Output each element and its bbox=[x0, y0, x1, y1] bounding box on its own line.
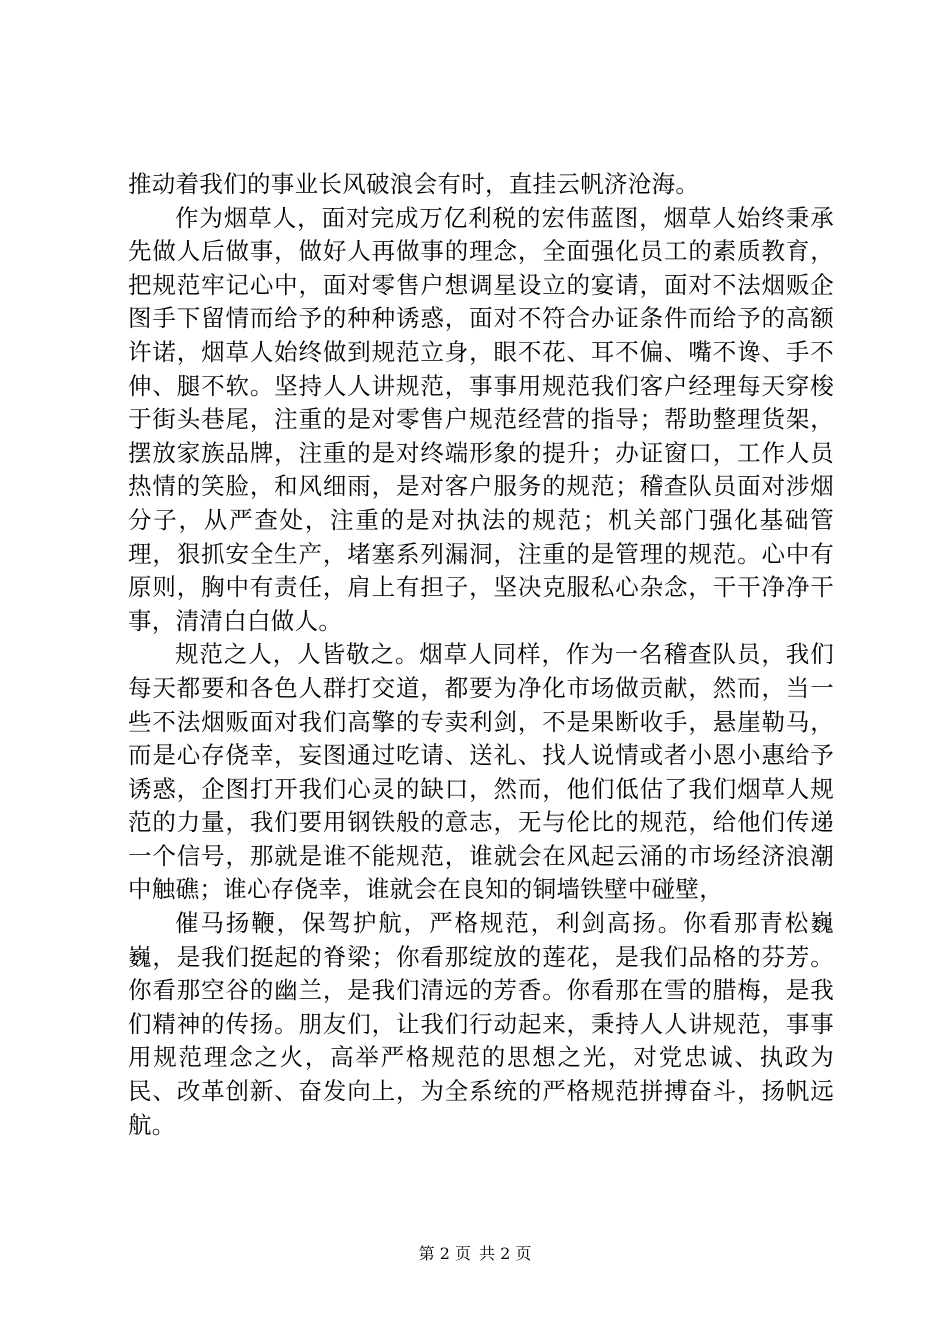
page-total: 共 2 页 bbox=[479, 1244, 532, 1263]
paragraph-4: 催马扬鞭，保驾护航，严格规范，利剑高扬。你看那青松巍巍，是我们挺起的脊梁；你看那绽放的莲花，是我们品格的芬芳。你看那空谷的幽兰，是我们清远的芳香。你看那在雪的腊梅，是我们精神的传扬。朋友们，让我们行动起来，秉持人人讲规范，事事用规范理念之火，高举严格规范的思想之光，对党忠诚、执政为民、改革创新、奋发向上，为全系统的严格规范拼搏奋斗，扬帆远航。 bbox=[128, 909, 834, 1139]
page-number: 第 2 页 bbox=[418, 1244, 471, 1263]
document-body bbox=[128, 168, 834, 1142]
paragraph-2: 作为烟草人，面对完成万亿利税的宏伟蓝图，烟草人始终秉承先做人后做事，做好人再做事的理念，全面强化员工的素质教育，把规范牢记心中，面对零售户想调星设立的宴请，面对不法烟贩企图手下留情而给予的种种诱惑，面对不符合办证条件而给予的高额许诺，烟草人始终做到规范立身，眼不花、耳不偏、嘴不谗、手不伸、腿不软。坚持人人讲规范，事事用规范我们客户经理每天穿梭于街头巷尾，注重的是对零售户规范经营的指导；帮助整理货架，摆放家族品牌，注重的是对终端形象的提升；办证窗口，工作人员热情的笑脸，和风细雨，是对客户服务的规范；稽查队员面对涉烟分子，从严查处，注重的是对执法的规范；机关部门强化基础管理，狠抓安全生产，堵塞系列漏洞，注重的是管理的规范。心中有原则，胸中有责任，肩上有担子，坚决克服私心杂念，干干净净干事，清清白白做人。 bbox=[128, 203, 834, 635]
paragraph-3: 规范之人，人皆敬之。烟草人同样，作为一名稽查队员，我们每天都要和各色人群打交道，都要为净化市场做贡献，然而，当一些不法烟贩面对我们高擎的专卖利剑，不是果断收手，悬崖勒马，而是心存侥幸，妄图通过吃请、送礼、找人说情或者小恩小惠给予诱惑，企图打开我们心灵的缺口，然而，他们低估了我们烟草人规范的力量，我们要用钢铁般的意志，无与伦比的规范，给他们传递一个信号，那就是谁不能规范，谁就会在风起云涌的市场经济浪潮中触礁；谁心存侥幸，谁就会在良知的铜墙铁壁中碰壁， bbox=[128, 640, 834, 904]
page-footer bbox=[0, 1244, 950, 1264]
paragraph-1: 推动着我们的事业长风破浪会有时，直挂云帆济沧海。 bbox=[128, 170, 700, 198]
